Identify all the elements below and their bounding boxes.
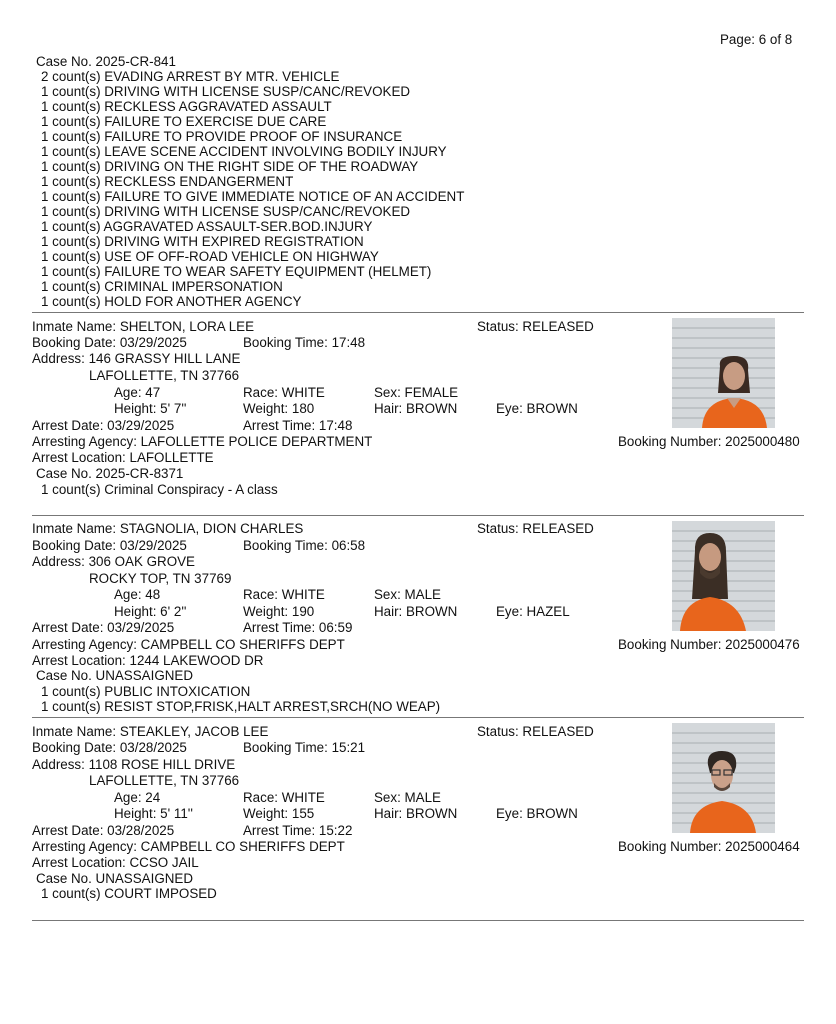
- arrest-time: Arrest Time: 15:22: [243, 823, 353, 838]
- eye: Eye: HAZEL: [496, 604, 570, 619]
- charge-item: 1 count(s) RESIST STOP,FRISK,HALT ARREST,SRCH(NO WEAP): [41, 699, 441, 714]
- charge-item: 1 count(s) RECKLESS AGGRAVATED ASSAULT: [41, 99, 332, 114]
- arrest-time: Arrest Time: 06:59: [243, 620, 353, 635]
- charge-item: 1 count(s) COURT IMPOSED: [41, 886, 217, 901]
- divider: [32, 312, 804, 313]
- age: Age: 24: [114, 790, 161, 805]
- booking-number: Booking Number: 2025000476: [618, 637, 800, 652]
- address: Address: 1108 ROSE HILL DRIVE: [32, 757, 236, 772]
- booking-time: Booking Time: 06:58: [243, 538, 366, 553]
- sex: Sex: MALE: [374, 790, 441, 805]
- inmate-name: Inmate Name: STAGNOLIA, DION CHARLES: [32, 521, 304, 536]
- booking-date: Booking Date: 03/29/2025: [32, 335, 187, 350]
- charge-item: 1 count(s) PUBLIC INTOXICATION: [41, 684, 251, 699]
- race: Race: WHITE: [243, 587, 325, 602]
- charge-item: 1 count(s) FAILURE TO EXERCISE DUE CARE: [41, 114, 327, 129]
- sex: Sex: MALE: [374, 587, 441, 602]
- weight: Weight: 155: [243, 806, 315, 821]
- arresting-agency: Arresting Agency: CAMPBELL CO SHERIFFS DEPT: [32, 839, 345, 854]
- sex: Sex: FEMALE: [374, 385, 459, 400]
- weight: Weight: 190: [243, 604, 315, 619]
- booking-number: Booking Number: 2025000480: [618, 434, 800, 449]
- charge-item: 1 count(s) DRIVING WITH LICENSE SUSP/CANC/REVOKED: [41, 84, 411, 99]
- charge-item: 1 count(s) HOLD FOR ANOTHER AGENCY: [41, 294, 302, 309]
- charge-item: 1 count(s) DRIVING WITH LICENSE SUSP/CANC/REVOKED: [41, 204, 411, 219]
- city: LAFOLLETTE, TN 37766: [89, 773, 240, 788]
- height: Height: 5' 11'': [114, 806, 193, 821]
- inmate-name: Inmate Name: SHELTON, LORA LEE: [32, 319, 255, 334]
- arrest-location: Arrest Location: CCSO JAIL: [32, 855, 199, 870]
- arrest-time: Arrest Time: 17:48: [243, 418, 353, 433]
- charge-item: 1 count(s) FAILURE TO PROVIDE PROOF OF INSURANCE: [41, 129, 403, 144]
- address: Address: 146 GRASSY HILL LANE: [32, 351, 241, 366]
- status: Status: RELEASED: [477, 319, 594, 334]
- mugshot-photo: [672, 723, 775, 833]
- case-number: Case No. 2025-CR-841: [36, 54, 176, 69]
- mugshot-photo: [672, 318, 775, 428]
- charge-item: 1 count(s) USE OF OFF-ROAD VEHICLE ON HIGHWAY: [41, 249, 379, 264]
- booking-number: Booking Number: 2025000464: [618, 839, 800, 854]
- charge-item: 1 count(s) DRIVING ON THE RIGHT SIDE OF THE ROADWAY: [41, 159, 419, 174]
- booking-time: Booking Time: 15:21: [243, 740, 366, 755]
- arresting-agency: Arresting Agency: LAFOLLETTE POLICE DEPARTMENT: [32, 434, 373, 449]
- eye: Eye: BROWN: [496, 806, 578, 821]
- case-number: Case No. 2025-CR-8371: [36, 466, 184, 481]
- charge-list: [41, 69, 464, 309]
- charge-item: 1 count(s) RECKLESS ENDANGERMENT: [41, 174, 294, 189]
- page-number: Page: 6 of 8: [720, 32, 793, 47]
- arrest-date: Arrest Date: 03/29/2025: [32, 418, 175, 433]
- booking-date: Booking Date: 03/29/2025: [32, 538, 187, 553]
- inmate-name: Inmate Name: STEAKLEY, JACOB LEE: [32, 724, 269, 739]
- city: LAFOLLETTE, TN 37766: [89, 368, 240, 383]
- arrest-date: Arrest Date: 03/28/2025: [32, 823, 175, 838]
- mugshot-photo: [672, 521, 775, 631]
- weight: Weight: 180: [243, 401, 315, 416]
- charge-item: 1 count(s) LEAVE SCENE ACCIDENT INVOLVING BODILY INJURY: [41, 144, 447, 159]
- charge-item: 1 count(s) DRIVING WITH EXPIRED REGISTRATION: [41, 234, 364, 249]
- charge-item: 1 count(s) FAILURE TO WEAR SAFETY EQUIPMENT (HELMET): [41, 264, 432, 279]
- arrest-location: Arrest Location: 1244 LAKEWOOD DR: [32, 653, 264, 668]
- case-number: Case No. UNASSAIGNED: [36, 668, 194, 683]
- hair: Hair: BROWN: [374, 604, 458, 619]
- arresting-agency: Arresting Agency: CAMPBELL CO SHERIFFS DEPT: [32, 637, 345, 652]
- charge-item: 1 count(s) AGGRAVATED ASSAULT-SER.BOD.INJURY: [41, 219, 373, 234]
- booking-time: Booking Time: 17:48: [243, 335, 366, 350]
- height: Height: 6' 2'': [114, 604, 187, 619]
- city: ROCKY TOP, TN 37769: [89, 571, 232, 586]
- status: Status: RELEASED: [477, 521, 594, 536]
- case-number: Case No. UNASSAIGNED: [36, 871, 194, 886]
- booking-date: Booking Date: 03/28/2025: [32, 740, 187, 755]
- charge-item: 1 count(s) CRIMINAL IMPERSONATION: [41, 279, 283, 294]
- arrest-location: Arrest Location: LAFOLLETTE: [32, 450, 214, 465]
- divider: [32, 515, 804, 516]
- divider: [32, 717, 804, 718]
- height: Height: 5' 7'': [114, 401, 187, 416]
- status: Status: RELEASED: [477, 724, 594, 739]
- charge-item: 2 count(s) EVADING ARREST BY MTR. VEHICLE: [41, 69, 340, 84]
- hair: Hair: BROWN: [374, 401, 458, 416]
- race: Race: WHITE: [243, 385, 325, 400]
- charge-item: 1 count(s) FAILURE TO GIVE IMMEDIATE NOTICE OF AN ACCIDENT: [41, 189, 465, 204]
- hair: Hair: BROWN: [374, 806, 458, 821]
- age: Age: 48: [114, 587, 161, 602]
- arrest-date: Arrest Date: 03/29/2025: [32, 620, 175, 635]
- address: Address: 306 OAK GROVE: [32, 554, 195, 569]
- eye: Eye: BROWN: [496, 401, 578, 416]
- race: Race: WHITE: [243, 790, 325, 805]
- age: Age: 47: [114, 385, 161, 400]
- divider: [32, 920, 804, 921]
- charge-item: 1 count(s) Criminal Conspiracy - A class: [41, 482, 278, 497]
